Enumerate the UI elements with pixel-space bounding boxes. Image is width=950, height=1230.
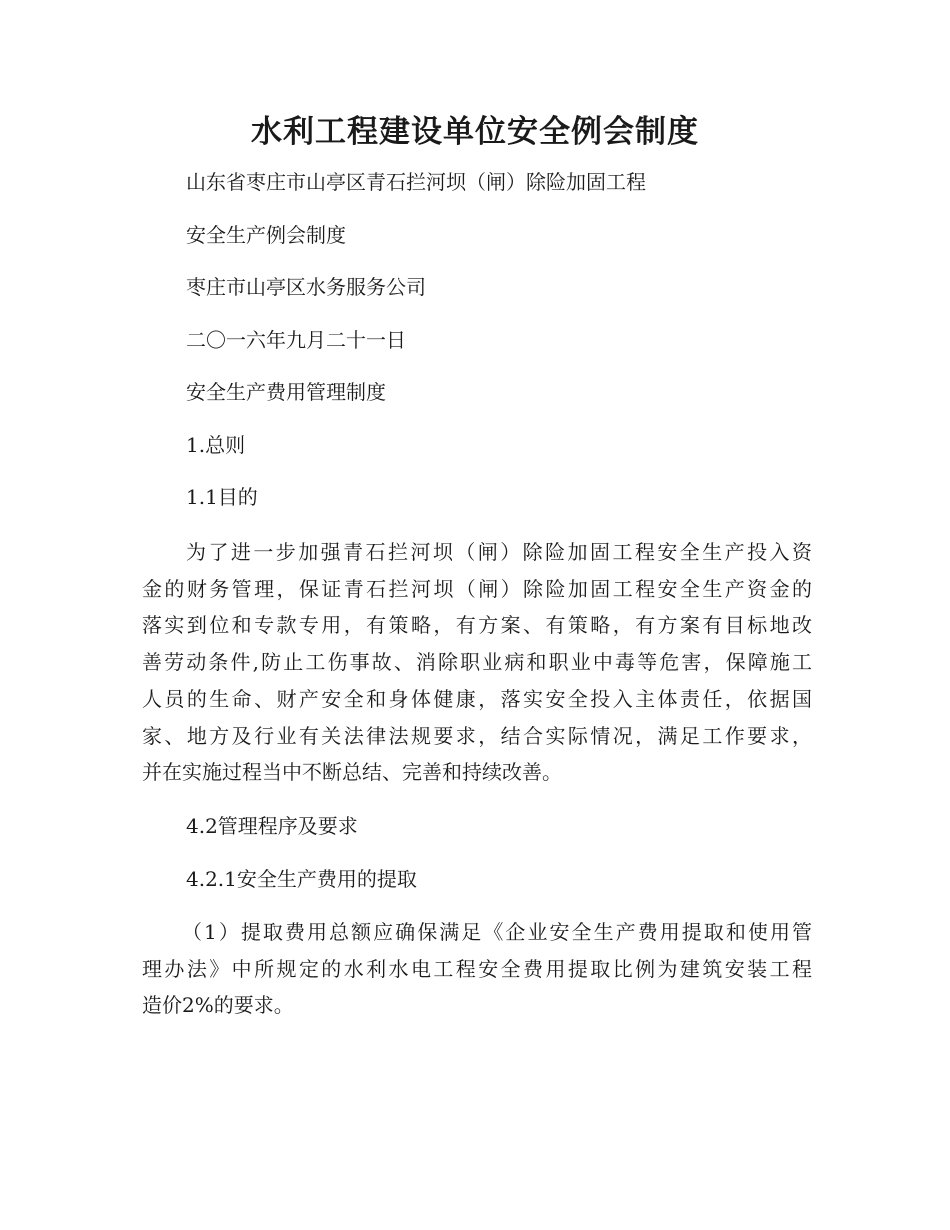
paragraph-line: 理办法》中所规定的水利水电工程安全费用提取比例为建筑安装工程 <box>142 956 812 981</box>
paragraph-line: （1）提取费用总额应确保满足《企业安全生产费用提取和使用管 <box>182 920 812 944</box>
paragraph-line: 善劳动条件,防止工伤事故、消除职业病和职业中毒等危害，保障施工 <box>142 650 812 675</box>
section-title-line: 安全生产费用管理制度 <box>186 380 386 404</box>
system-name-line: 安全生产例会制度 <box>186 223 346 247</box>
paragraph-line: 落实到位和专款专用，有策略，有方案、有策略，有方案有目标地改 <box>142 613 812 638</box>
paragraph-line: 并在实施过程当中不断总结、完善和持续改善。 <box>142 760 562 785</box>
purpose-paragraph <box>142 534 812 791</box>
project-name-line: 山东省枣庄市山亭区青石拦河坝（闸）除险加固工程 <box>186 170 646 194</box>
heading-purpose: 1.1目的 <box>186 485 258 509</box>
paragraph-line: 人员的生命、财产安全和身体健康，落实安全投入主体责任，依据国 <box>142 686 812 711</box>
document-title: 水利工程建设单位安全例会制度 <box>251 114 699 150</box>
paragraph-line: 为了进一步加强青石拦河坝（闸）除险加固工程安全生产投入资 <box>186 540 812 564</box>
heading-general: 1.总则 <box>186 433 246 457</box>
heading-fee-extraction: 4.2.1安全生产费用的提取 <box>186 867 417 891</box>
paragraph-line: 金的财务管理，保证青石拦河坝（闸）除险加固工程安全生产资金的 <box>142 576 812 601</box>
date-line: 二〇一六年九月二十一日 <box>186 328 406 352</box>
paragraph-line: 造价2%的要求。 <box>142 993 294 1018</box>
company-name-line: 枣庄市山亭区水务服务公司 <box>186 275 426 299</box>
heading-management-procedure: 4.2管理程序及要求 <box>186 814 358 838</box>
paragraph-line: 家、地方及行业有关法律法规要求，结合实际情况，满足工作要求， <box>142 723 812 748</box>
extraction-paragraph <box>142 914 812 1024</box>
